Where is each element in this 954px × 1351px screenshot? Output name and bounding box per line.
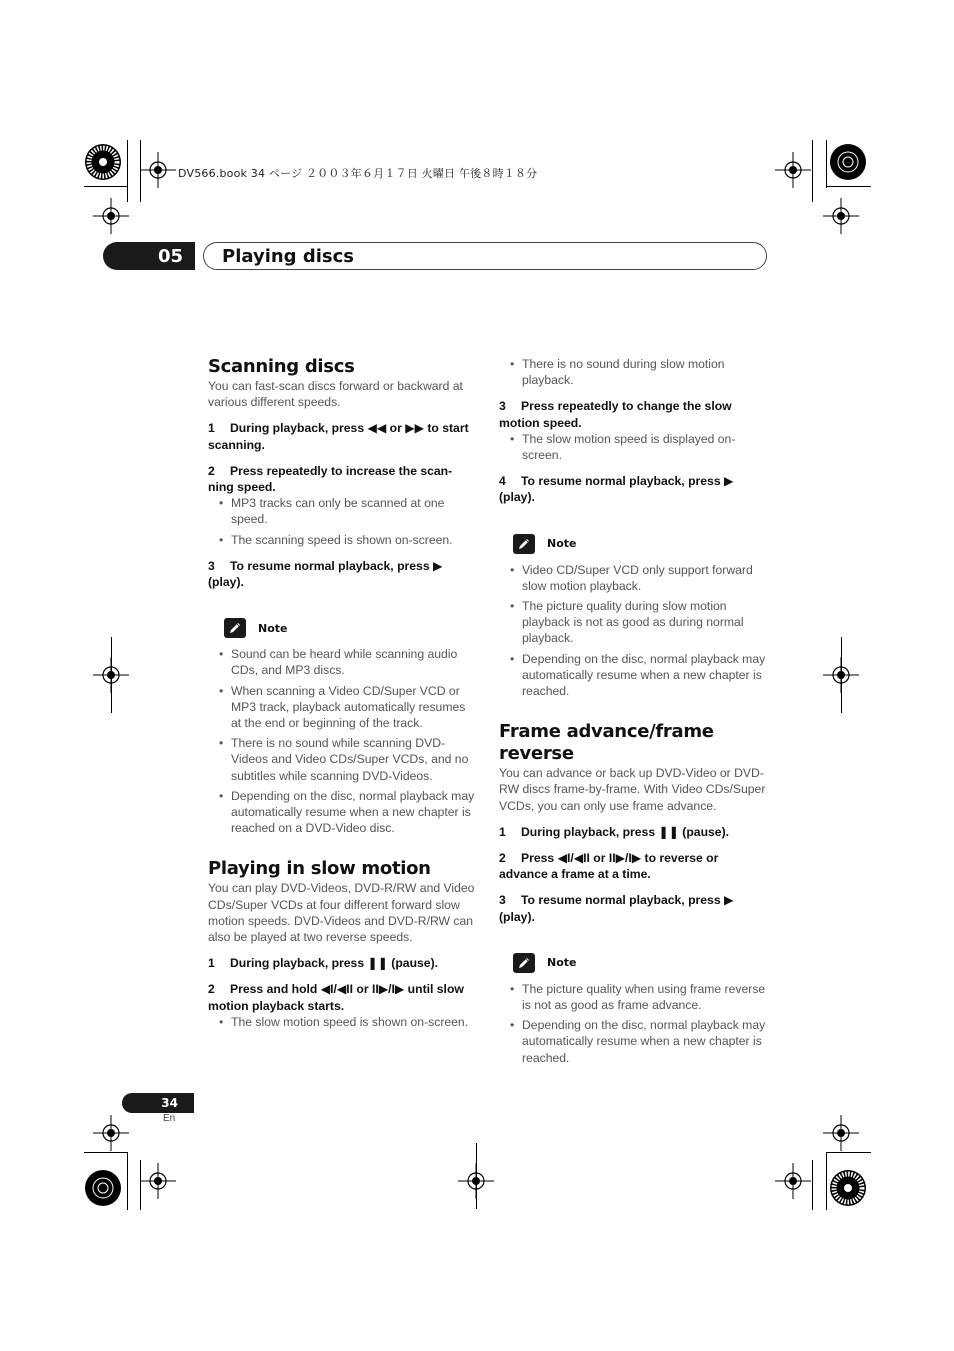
section-heading-slow-motion: Playing in slow motion xyxy=(208,858,431,880)
registration-mark-icon xyxy=(775,152,811,188)
registration-mark-icon xyxy=(775,1163,811,1199)
note-item: • When scanning a Video CD/Super VCD or MP3 track, playback automatically resumes at the end or beginning of the track. xyxy=(208,683,476,732)
registration-mark-icon xyxy=(823,1115,859,1151)
crop-line xyxy=(84,1152,127,1153)
crop-line xyxy=(111,637,112,713)
crop-line xyxy=(826,186,871,187)
step: 2 Press repeatedly to increase the scan-ning speed. xyxy=(208,463,453,495)
crop-line xyxy=(127,140,128,202)
registration-mark-icon xyxy=(823,198,859,234)
crop-line xyxy=(84,186,127,187)
section-intro: You can advance or back up DVD-Video or DVD-RW discs frame-by-frame. With Video CDs/Super VCDs, you can only use frame advance. xyxy=(499,766,766,813)
note-item: • Depending on the disc, normal playback may automatically resume when a new chapter is reached on a DVD-Video disc. xyxy=(208,788,476,837)
crop-line xyxy=(476,1143,477,1209)
note-header xyxy=(513,534,767,554)
crop-line xyxy=(127,1152,128,1210)
crop-line xyxy=(841,637,842,713)
pencil-note-icon xyxy=(513,534,535,554)
chapter-number: 05 xyxy=(103,242,195,270)
note-header xyxy=(513,953,767,973)
registration-mark-icon xyxy=(140,152,176,188)
note-list xyxy=(499,981,767,1066)
bullet-list xyxy=(499,356,767,388)
page-number: 34 xyxy=(122,1093,194,1113)
note-label: Note xyxy=(258,621,288,635)
bullet-item: • The slow motion speed is shown on-screen. xyxy=(208,1014,476,1030)
step: 1 During playback, press ❚❚ (pause). xyxy=(208,956,439,971)
sunburst-mark-icon xyxy=(83,1168,123,1208)
registration-mark-icon xyxy=(140,1163,176,1199)
section-intro: You can fast-scan discs forward or backward at various different speeds. xyxy=(208,379,463,410)
step: 4 To resume normal playback, press ▶ (play). xyxy=(499,474,734,505)
bullet-item: • There is no sound during slow motion playback. xyxy=(499,356,767,388)
note-label: Note xyxy=(547,537,577,551)
crop-line xyxy=(826,140,827,188)
right-column xyxy=(499,356,767,1066)
note-item: • The picture quality when using frame reverse is not as good as frame advance. xyxy=(499,981,767,1013)
crop-line xyxy=(826,1152,871,1153)
bullet-list xyxy=(499,431,767,463)
registration-mark-icon xyxy=(93,198,129,234)
crop-line xyxy=(140,1160,141,1210)
crop-line xyxy=(140,140,141,202)
note-item: • Sound can be heard while scanning audio CDs, and MP3 discs. xyxy=(208,646,476,678)
crop-line xyxy=(812,140,813,202)
step: 3 Press repeatedly to change the slow motion speed. xyxy=(499,399,732,430)
bullet-item: • MP3 tracks can only be scanned at one speed. xyxy=(208,495,476,527)
print-header: DV566.book 34 ページ ２００３年６月１７日 火曜日 午後８時１８分 xyxy=(178,167,538,180)
pencil-note-icon xyxy=(224,618,246,638)
bullet-item: • The scanning speed is shown on-screen. xyxy=(208,532,476,548)
step: 3 To resume normal playback, press ▶ (play). xyxy=(499,893,734,924)
crop-line xyxy=(812,1160,813,1210)
note-label: Note xyxy=(547,956,577,970)
step: 2 Press ◀I/◀II or II▶/I▶ to reverse or advance a frame at a time. xyxy=(499,851,719,882)
bullet-list xyxy=(208,495,476,548)
note-item: • The picture quality during slow motion playback is not as good as during normal playback. xyxy=(499,598,767,647)
note-list xyxy=(208,646,476,836)
note-item: • Depending on the disc, normal playback may automatically resume when a new chapter is reached. xyxy=(499,651,767,700)
sunburst-mark-icon xyxy=(83,142,123,182)
page-language: En xyxy=(163,1113,176,1124)
sunburst-mark-icon xyxy=(828,142,868,182)
chapter-title: Playing discs xyxy=(222,245,354,267)
pencil-note-icon xyxy=(513,953,535,973)
note-item: • Video CD/Super VCD only support forward slow motion playback. xyxy=(499,562,767,594)
section-intro: You can play DVD-Videos, DVD-R/RW and Video CDs/Super VCDs at four different forward slow motion speeds. DVD-Videos and DVD-R/RW can also be played at two reverse speeds. xyxy=(208,881,475,945)
note-item: • Depending on the disc, normal playback may automatically resume when a new chapter is reached. xyxy=(499,1017,767,1066)
chapter-title-bar xyxy=(203,242,767,270)
bullet-list xyxy=(208,1014,476,1030)
sunburst-mark-icon xyxy=(828,1168,868,1208)
note-item: • There is no sound while scanning DVD-Videos and Video CDs/Super VCDs, and no subtitles while scanning DVD-Videos. xyxy=(208,735,476,784)
section-heading-scanning: Scanning discs xyxy=(208,356,355,377)
step: 1 During playback, press ◀◀ or ▶▶ to start scanning. xyxy=(208,421,469,452)
crop-line xyxy=(826,1152,827,1210)
note-header xyxy=(224,618,476,638)
registration-mark-icon xyxy=(93,1115,129,1151)
note-list xyxy=(499,562,767,700)
step: 1 During playback, press ❚❚ (pause). xyxy=(499,824,730,839)
section-heading-frame: Frame advance/frame reverse xyxy=(499,721,714,765)
bullet-item: • The slow motion speed is displayed on-screen. xyxy=(499,431,767,463)
step: 3 To resume normal playback, press ▶ (play). xyxy=(208,558,443,590)
step: 2 Press and hold ◀I/◀II or II▶/I▶ until slow motion playback starts. xyxy=(208,982,464,1013)
left-column xyxy=(208,356,476,1030)
